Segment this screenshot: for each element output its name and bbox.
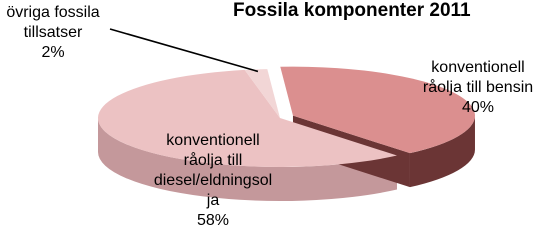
chart-title: Fossila komponenter 2011 — [233, 0, 471, 21]
slice-label-bensin-value: 40% — [461, 99, 495, 116]
slice-label-diesel — [128, 131, 298, 231]
slice-label-diesel-line-4: ja — [206, 192, 220, 209]
slice-label-bensin-line-1: konventionell — [431, 59, 525, 76]
slice-label-ovriga-line-1: övriga fossila — [6, 4, 100, 21]
slice-label-ovriga — [0, 3, 112, 63]
slice-label-ovriga-value: 2% — [41, 44, 65, 61]
slice-label-ovriga-line-2: tillsatser — [23, 24, 83, 41]
slice-label-bensin — [408, 58, 547, 118]
slice-label-diesel-line-3: diesel/eldningsol — [153, 172, 273, 189]
slice-label-diesel-value: 58% — [196, 212, 230, 229]
slice-label-diesel-line-2: råolja till — [183, 152, 243, 169]
leader-line-ovriga — [110, 29, 258, 71]
slice-label-bensin-line-2: råolja till bensin — [422, 79, 534, 96]
slice-label-diesel-line-1: konventionell — [166, 132, 260, 149]
